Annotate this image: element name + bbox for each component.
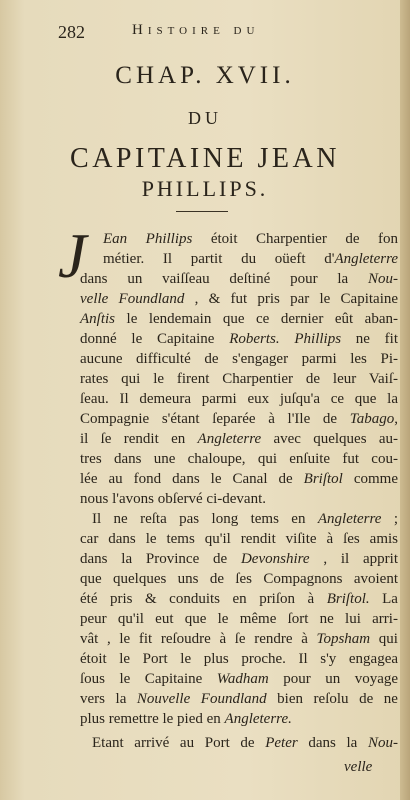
text-span: bien reſolu de ne	[266, 691, 398, 707]
italic-text: Angleterre	[334, 251, 399, 267]
text-line	[80, 529, 398, 549]
text-span: lée au fond dans le Canal de	[80, 471, 304, 487]
italic-text: Devonshire	[240, 551, 310, 567]
chapter-title-line-2: PHILLIPS.	[141, 176, 269, 201]
text-line	[80, 349, 398, 369]
text-line	[80, 569, 398, 589]
italic-text: Roberts.	[229, 331, 280, 347]
italic-text: Tabago	[349, 411, 395, 427]
italic-text: Briſtol.	[326, 591, 370, 607]
text-line	[80, 369, 398, 389]
text-span: rates qui le firent Charpentier de leur Vaiſ-	[80, 371, 398, 387]
text-span: tres dans une chaloupe, qui enſuite fut cou-	[80, 451, 398, 467]
text-line	[80, 629, 398, 649]
text-span: vers la	[80, 691, 137, 707]
text-line	[80, 489, 266, 509]
heading-du: DU	[188, 108, 222, 128]
text-span: été pris & conduits en priſon à	[80, 591, 327, 607]
text-span: ;	[381, 511, 399, 527]
text-span: nous l'avons obſervé ci-devant.	[80, 491, 266, 507]
text-span: Compagnie s'étant ſeparée à l'Ile de	[80, 411, 350, 427]
italic-text: Angleterre	[197, 431, 262, 447]
text-span: La	[369, 591, 398, 607]
text-span	[280, 331, 295, 347]
text-line	[80, 669, 398, 689]
text-span: ſous le Capitaine	[80, 671, 217, 687]
text-span: le lendemain que ce dernier eût aban-	[115, 311, 398, 327]
running-title: Histoire du	[132, 22, 260, 38]
text-span: dans la	[297, 735, 368, 751]
text-span: étoit Charpentier de fon	[192, 231, 398, 247]
italic-text: velle	[344, 759, 373, 775]
text-span: , il apprit	[309, 551, 399, 567]
text-line	[80, 309, 398, 329]
text-span: il ſe rendit en	[80, 431, 198, 447]
italic-text: Angleterre.	[224, 711, 292, 727]
text-line	[103, 229, 398, 249]
text-line	[80, 329, 398, 349]
text-span: avec quelques au-	[261, 431, 399, 447]
text-line	[80, 709, 292, 729]
italic-text: Angleterre	[317, 511, 382, 527]
text-span: vât , le fit reſoudre à ſe rendre à	[80, 631, 317, 647]
text-span: Il ne reſta pas long tems en	[92, 511, 318, 527]
text-line	[103, 249, 398, 269]
chapter-title-line-1: CAPITAINE JEAN	[70, 143, 340, 174]
text-span: dans la Province de	[80, 551, 241, 567]
italic-text: Anſtis	[80, 311, 116, 327]
text-line	[80, 649, 398, 669]
text-span: aucune difficulté de s'engager parmi les Pi-	[80, 351, 398, 367]
drop-cap: J	[58, 220, 87, 291]
text-line	[80, 589, 398, 609]
chapter-heading: CHAP. XVII.	[115, 62, 295, 89]
text-span: peur qu'il eut que le même ſort ne lui arri-	[80, 611, 398, 627]
text-span: , & fut pris par le Capitaine	[184, 291, 399, 307]
text-line	[80, 429, 398, 449]
text-line	[80, 609, 398, 629]
italic-text: velle Foundland	[80, 291, 185, 307]
text-span: Etant arrivé au Port de	[92, 735, 266, 751]
italic-text: Wadham	[216, 671, 269, 687]
text-span: que quelques uns de ſes Compagnons avoient	[80, 571, 398, 587]
text-span: ,	[394, 411, 399, 427]
text-span: dans un vaiſſeau deſtiné pour la	[80, 271, 369, 287]
text-span: donné le Capitaine	[80, 331, 230, 347]
italic-text: Phillips	[294, 331, 342, 347]
italic-text: Nouvelle Foundland	[136, 691, 267, 707]
text-span: ſeau. Il demeura parmi eux juſqu'a ce que la	[80, 391, 399, 407]
text-line	[92, 733, 398, 753]
text-line	[80, 449, 398, 469]
text-line	[80, 389, 398, 409]
italic-text: Peter	[265, 735, 298, 751]
italic-text: Topsham	[316, 631, 371, 647]
text-span: ne fit	[341, 331, 398, 347]
text-span: pour un voyage	[268, 671, 399, 687]
text-line	[92, 509, 398, 529]
text-line	[80, 469, 398, 489]
text-line	[80, 689, 398, 709]
text-line	[80, 409, 398, 429]
page-number: 282	[58, 22, 85, 42]
text-span: étoit le Port le plus proche. Il s'y engagea	[80, 651, 399, 667]
text-span: plus remettre le pied en	[80, 711, 225, 727]
text-line	[344, 757, 372, 777]
text-line	[80, 549, 398, 569]
text-line	[80, 269, 398, 289]
text-span: car dans le tems qu'il rendit viſite à ſes amis	[80, 531, 399, 547]
text-span: qui	[370, 631, 398, 647]
italic-text: Ean Phillips	[103, 231, 193, 247]
italic-text: Nou-	[367, 735, 398, 751]
text-line	[80, 289, 398, 309]
italic-text: Nou-	[368, 271, 399, 287]
italic-text: Briſtol	[303, 471, 343, 487]
text-span: métier. Il partit du oüeft d'	[103, 251, 335, 267]
text-span: comme	[342, 471, 399, 487]
